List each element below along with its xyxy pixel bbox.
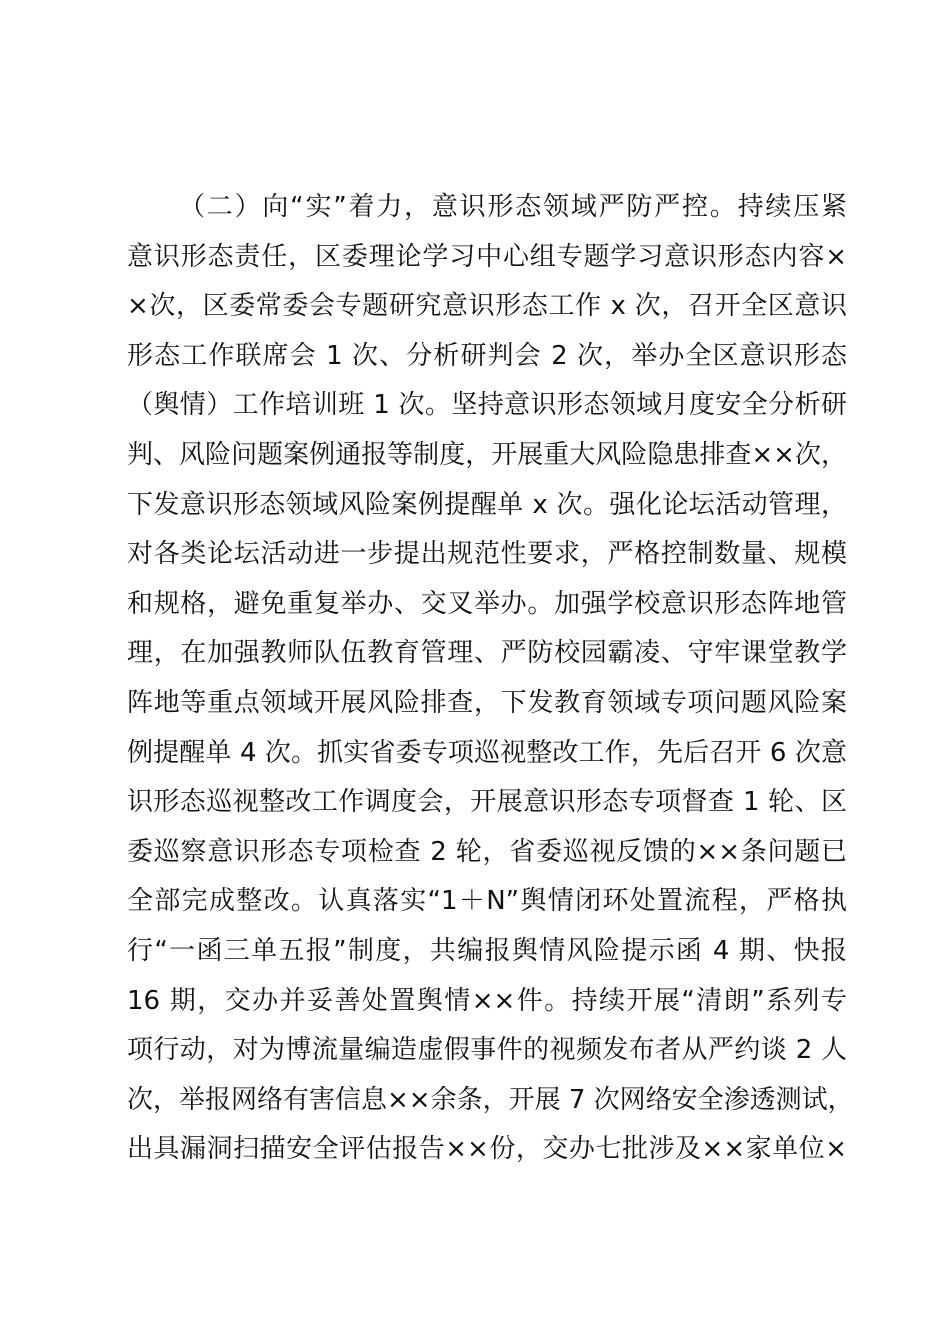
paragraph-line: 行“一函三单五报”制度，共编报舆情风险提示函 4 期、快报 [127, 935, 847, 966]
paragraph-line: 意识形态责任，区委理论学习中心组专题学习意识形态内容× [127, 241, 847, 272]
paragraph-line: 判、风险问题案例通报等制度，开展重大风险隐患排查××次， [127, 439, 847, 470]
paragraph-line: （舆情）工作培训班 1 次。坚持意识形态领域月度安全分析研 [127, 390, 847, 421]
paragraph-line: 16 期，交办并妥善处置舆情××件。持续开展“清朗”系列专 [127, 985, 847, 1016]
paragraph-line: 出具漏洞扫描安全评估报告××份，交办七批涉及××家单位× [127, 1134, 847, 1165]
paragraph-line: 全部完成整改。认真落实“1＋N”舆情闭环处置流程，严格执 [127, 886, 847, 917]
paragraph-line: ×次，区委常委会专题研究意识形态工作 x 次，召开全区意识 [127, 291, 847, 322]
body-paragraph [127, 183, 854, 1175]
paragraph-line: （二）向“实”着力，意识形态领域严防严控。持续压紧 [179, 192, 847, 222]
paragraph-line: 和规格，避免重复举办、交叉举办。加强学校意识形态阵地管 [127, 588, 847, 619]
paragraph-line: 对各类论坛活动进一步提出规范性要求，严格控制数量、规模 [127, 539, 847, 570]
paragraph-line: 阵地等重点领域开展风险排查，下发教育领域专项问题风险案 [127, 687, 847, 718]
paragraph-line: 例提醒单 4 次。抓实省委专项巡视整改工作，先后召开 6 次意 [127, 737, 847, 768]
paragraph-line: 下发意识形态领域风险案例提醒单 x 次。强化论坛活动管理， [127, 489, 847, 520]
paragraph-line: 次，举报网络有害信息××余条，开展 7 次网络安全渗透测试， [127, 1084, 854, 1115]
paragraph-line: 理，在加强教师队伍教育管理、严防校园霸凌、守牢课堂教学 [127, 638, 847, 669]
paragraph-line: 形态工作联席会 1 次、分析研判会 2 次，举办全区意识形态 [127, 340, 847, 371]
paragraph-line: 委巡察意识形态专项检查 2 轮，省委巡视反馈的××条问题已 [127, 836, 847, 867]
paragraph-line: 项行动，对为博流量编造虚假事件的视频发布者从严约谈 2 人 [127, 1035, 847, 1066]
paragraph-line: 识形态巡视整改工作调度会，开展意识形态专项督查 1 轮、区 [127, 787, 847, 818]
